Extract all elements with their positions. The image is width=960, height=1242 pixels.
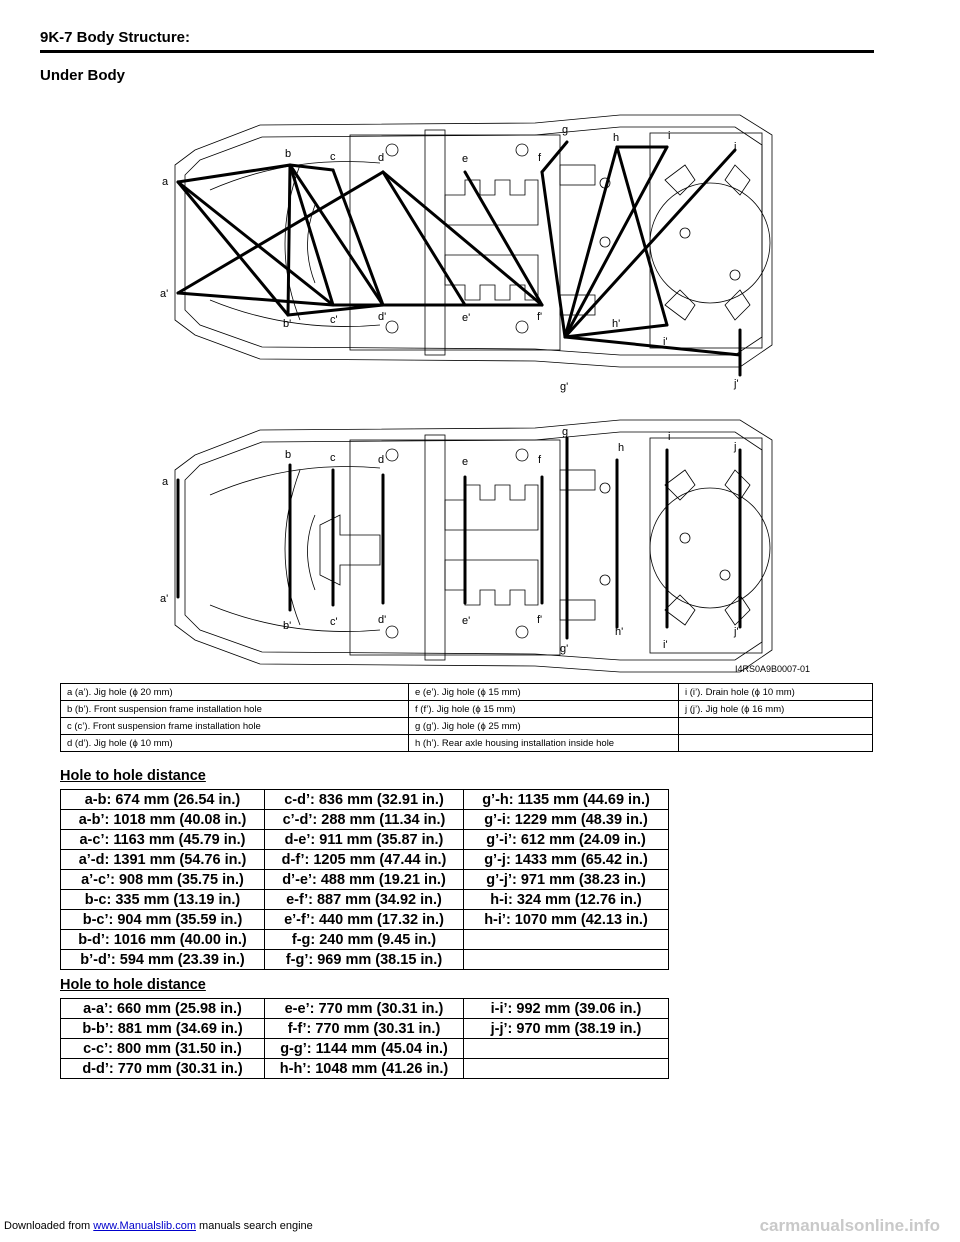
distance-cell: c-c’: 800 mm (31.50 in.): [61, 1039, 265, 1059]
label-e: e: [462, 153, 469, 165]
distance-cell: e-f’: 887 mm (34.92 in.): [265, 890, 464, 910]
distance-cell: e-e’: 770 mm (30.31 in.): [265, 999, 464, 1019]
legend-cell: [679, 718, 873, 735]
label-a-prime: a': [160, 288, 169, 300]
distance-table-2: [60, 998, 669, 1079]
table-row: [61, 950, 669, 970]
table-row: [61, 999, 669, 1019]
label-f: f: [538, 454, 542, 466]
table-row: [61, 1039, 669, 1059]
table-row: [61, 1019, 669, 1039]
distance-cell: g’-j’: 971 mm (38.23 in.): [464, 870, 669, 890]
label-j: j: [734, 441, 737, 453]
label-c: c: [330, 151, 336, 163]
bottom-hole-labels: [160, 426, 739, 655]
legend-cell: c (c’). Front suspension frame installation hole: [61, 718, 409, 735]
section-title: Under Body: [40, 67, 126, 84]
manualslib-link[interactable]: www.Manualslib.com: [93, 1220, 196, 1232]
distance-cell: [464, 1039, 669, 1059]
label-i: i: [668, 431, 671, 443]
top-measurement-lines: [178, 142, 740, 375]
table-row: [61, 1059, 669, 1079]
label-c-prime: c': [330, 616, 338, 628]
label-d-prime: d': [378, 311, 387, 323]
label-h-prime: h': [612, 318, 621, 330]
distance-cell: d-f’: 1205 mm (47.44 in.): [265, 850, 464, 870]
table-row: [61, 910, 669, 930]
distance-cell: a-b’: 1018 mm (40.08 in.): [61, 810, 265, 830]
label-b: b: [285, 449, 292, 461]
label-f-prime: f': [537, 311, 543, 323]
footer-prefix: Downloaded from: [4, 1220, 94, 1232]
watermark: carmanualsonline.info: [759, 1216, 940, 1235]
label-e: e: [462, 456, 469, 468]
bottom-measurement-lines: [178, 438, 740, 638]
distance-cell: b-c’: 904 mm (35.59 in.): [61, 910, 265, 930]
table-row: [61, 684, 873, 701]
label-e-prime: e': [462, 312, 471, 324]
figure-id: I4RS0A9B0007-01: [735, 664, 811, 674]
label-g-prime: g': [560, 381, 569, 393]
distance-table-1-title: Hole to hole distance: [60, 768, 206, 784]
distance-table-1: [60, 789, 669, 970]
label-i-prime: i': [663, 639, 668, 651]
distance-cell: [464, 1059, 669, 1079]
label-c-prime: c': [330, 314, 338, 326]
legend-cell: [679, 735, 873, 752]
distance-cell: d-e’: 911 mm (35.87 in.): [265, 830, 464, 850]
distance-cell: b’-d’: 594 mm (23.39 in.): [61, 950, 265, 970]
label-f: f: [538, 152, 542, 164]
distance-cell: [464, 950, 669, 970]
legend-cell: h (h’). Rear axle housing installation inside hole: [409, 735, 679, 752]
label-a-prime: a': [160, 593, 169, 605]
distance-cell: g’-h: 1135 mm (44.69 in.): [464, 790, 669, 810]
distance-cell: d-d’: 770 mm (30.31 in.): [61, 1059, 265, 1079]
label-b-prime: b': [283, 620, 292, 632]
distance-cell: b-b’: 881 mm (34.69 in.): [61, 1019, 265, 1039]
label-d: d: [378, 454, 385, 466]
page-header: [40, 18, 874, 53]
download-footer: [4, 1220, 313, 1232]
distance-cell: f-g’: 969 mm (38.15 in.): [265, 950, 464, 970]
table-row: [61, 735, 873, 752]
distance-cell: f-g: 240 mm (9.45 in.): [265, 930, 464, 950]
table-row: [61, 890, 669, 910]
distance-cell: b-c: 335 mm (13.19 in.): [61, 890, 265, 910]
table-row: [61, 718, 873, 735]
distance-cell: g-g’: 1144 mm (45.04 in.): [265, 1039, 464, 1059]
label-j: j: [734, 141, 737, 153]
distance-cell: a-b: 674 mm (26.54 in.): [61, 790, 265, 810]
legend-cell: b (b’). Front suspension frame installation hole: [61, 701, 409, 718]
label-i: i: [668, 130, 671, 142]
distance-cell: c-d’: 836 mm (32.91 in.): [265, 790, 464, 810]
table-row: [61, 870, 669, 890]
legend-cell: d (d’). Jig hole (ϕ 10 mm): [61, 735, 409, 752]
table-row: [61, 810, 669, 830]
label-c: c: [330, 452, 336, 464]
legend-table: [60, 683, 873, 752]
label-h: h: [613, 132, 620, 144]
legend-cell: g (g’). Jig hole (ϕ 25 mm): [409, 718, 679, 735]
label-e-prime: e': [462, 615, 471, 627]
distance-cell: g’-j: 1433 mm (65.42 in.): [464, 850, 669, 870]
distance-cell: [464, 930, 669, 950]
distance-cell: a’-c’: 908 mm (35.75 in.): [61, 870, 265, 890]
table-row: [61, 830, 669, 850]
table-row: [61, 701, 873, 718]
label-h-prime: h': [615, 626, 624, 638]
distance-cell: h-i: 324 mm (12.76 in.): [464, 890, 669, 910]
distance-cell: b-d’: 1016 mm (40.00 in.): [61, 930, 265, 950]
underbody-diagram: [150, 105, 780, 680]
label-j-prime: j': [734, 378, 739, 390]
distance-cell: f-f’: 770 mm (30.31 in.): [265, 1019, 464, 1039]
legend-cell: j (j’). Jig hole (ϕ 16 mm): [679, 701, 873, 718]
label-b: b: [285, 148, 292, 160]
distance-cell: c’-d’: 288 mm (11.34 in.): [265, 810, 464, 830]
label-g-prime: g': [560, 643, 569, 655]
label-d-prime: d': [378, 614, 387, 626]
legend-cell: f (f’). Jig hole (ϕ 15 mm): [409, 701, 679, 718]
table-row: [61, 790, 669, 810]
distance-table-2-title: Hole to hole distance: [60, 977, 206, 993]
distance-cell: j-j’: 970 mm (38.19 in.): [464, 1019, 669, 1039]
legend-cell: e (e’). Jig hole (ϕ 15 mm): [409, 684, 679, 701]
label-j-prime: j': [734, 626, 739, 638]
label-a: a: [162, 476, 169, 488]
underbody-bottom-view: [175, 420, 772, 672]
page-title: 9K-7 Body Structure:: [40, 29, 191, 46]
label-g: g: [562, 426, 569, 438]
label-a: a: [162, 176, 169, 188]
label-f-prime: f': [537, 614, 543, 626]
distance-cell: a’-d: 1391 mm (54.76 in.): [61, 850, 265, 870]
distance-cell: h-h’: 1048 mm (41.26 in.): [265, 1059, 464, 1079]
distance-cell: h-i’: 1070 mm (42.13 in.): [464, 910, 669, 930]
distance-cell: i-i’: 992 mm (39.06 in.): [464, 999, 669, 1019]
legend-cell: i (i’). Drain hole (ϕ 10 mm): [679, 684, 873, 701]
distance-cell: g’-i’: 612 mm (24.09 in.): [464, 830, 669, 850]
distance-cell: a-a’: 660 mm (25.98 in.): [61, 999, 265, 1019]
distance-cell: d’-e’: 488 mm (19.21 in.): [265, 870, 464, 890]
label-g: g: [562, 124, 569, 136]
distance-cell: e’-f’: 440 mm (17.32 in.): [265, 910, 464, 930]
label-d: d: [378, 152, 385, 164]
footer-suffix: manuals search engine: [195, 1220, 313, 1232]
table-row: [61, 930, 669, 950]
distance-cell: a-c’: 1163 mm (45.79 in.): [61, 830, 265, 850]
label-h: h: [618, 442, 625, 454]
label-b-prime: b': [283, 318, 292, 330]
distance-cell: g’-i: 1229 mm (48.39 in.): [464, 810, 669, 830]
label-i-prime: i': [663, 336, 668, 348]
legend-cell: a (a’). Jig hole (ϕ 20 mm): [61, 684, 409, 701]
table-row: [61, 850, 669, 870]
